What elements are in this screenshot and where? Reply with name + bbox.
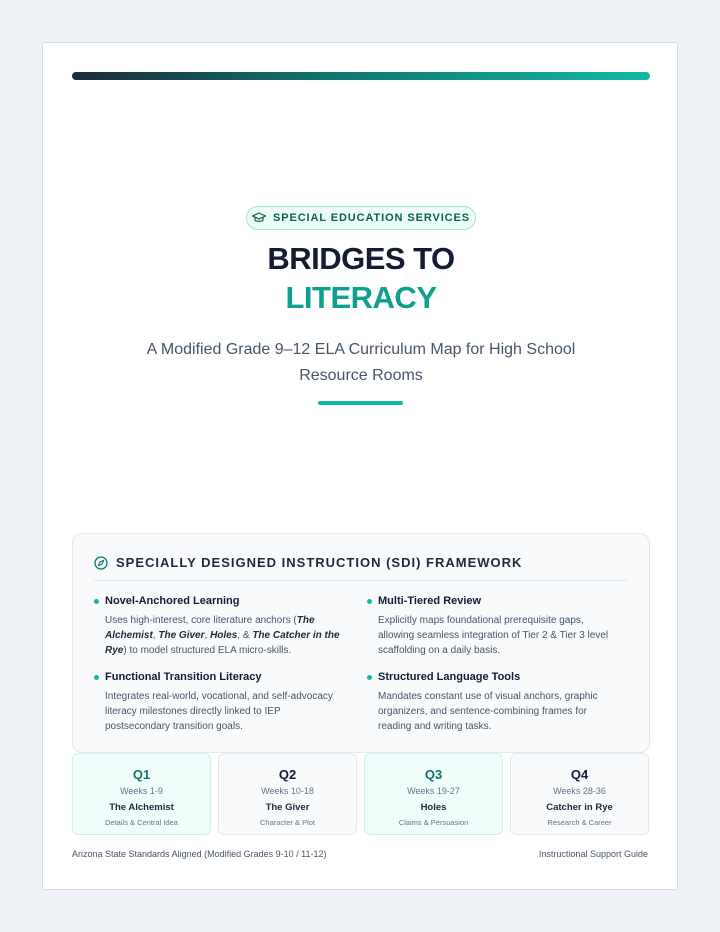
sdi-item-title: Functional Transition Literacy <box>105 671 262 683</box>
sdi-item-body: Mandates constant use of visual anchors, graphic organizers, and sentence-combining frames for reading and writing tasks. <box>378 691 598 732</box>
bullet-dot <box>94 599 99 604</box>
compass-icon <box>94 556 108 570</box>
sdi-item-novel-anchored <box>94 595 344 658</box>
footer-standards-note: Arizona State Standards Aligned (Modified Grades 9-10 / 11-12) <box>72 849 327 859</box>
title-line-1: BRIDGES TO <box>267 241 455 276</box>
quarter-book: The Alchemist <box>109 802 174 813</box>
novel-title: Holes <box>210 630 238 641</box>
quarter-book: Catcher in Rye <box>546 802 613 813</box>
quarter-weeks: Weeks 10-18 <box>261 786 314 796</box>
graduation-cap-icon <box>252 212 266 224</box>
quarter-label: Q2 <box>278 767 297 782</box>
quarter-label: Q3 <box>424 767 443 782</box>
quarter-card-q3 <box>364 753 503 835</box>
sdi-item-title: Structured Language Tools <box>378 671 521 683</box>
quarter-card-q1 <box>72 753 211 835</box>
footer-guide-label: Instructional Support Guide <box>538 849 648 859</box>
bullet-dot <box>367 675 372 680</box>
department-badge <box>246 206 476 230</box>
quarter-weeks: Weeks 19-27 <box>407 786 460 796</box>
sdi-header <box>94 555 522 570</box>
quarter-card-q2 <box>218 753 357 835</box>
quarter-focus: Character & Plot <box>259 818 316 827</box>
sdi-item-body: Explicitly maps foundational prerequisite gaps, allowing seamless integration of Tier 2 & Tier 3 level scaffolding on a daily basis. <box>378 615 609 656</box>
sdi-item-language-tools <box>367 671 617 734</box>
bullet-dot <box>94 675 99 680</box>
sdi-item-transition-literacy <box>94 671 344 734</box>
sdi-heading: SPECIALLY DESIGNED INSTRUCTION (SDI) FRAMEWORK <box>116 555 523 570</box>
quarter-book: Holes <box>420 802 447 813</box>
quarter-focus: Research & Career <box>547 818 612 827</box>
quarter-book: The Giver <box>265 802 310 813</box>
curriculum-cover-page <box>42 42 678 890</box>
quarter-focus: Details & Central Idea <box>105 818 178 827</box>
quarter-weeks: Weeks 1-9 <box>120 786 163 796</box>
quarter-label: Q4 <box>570 767 589 782</box>
quarter-label: Q1 <box>132 767 151 782</box>
quarter-focus: Claims & Persuasion <box>398 818 469 827</box>
sdi-item-title: Multi-Tiered Review <box>378 595 482 607</box>
top-accent-bar <box>72 72 650 80</box>
sdi-framework-panel <box>72 533 650 753</box>
bullet-dot <box>367 599 372 604</box>
subtitle: A Modified Grade 9–12 ELA Curriculum Map for High School Resource Rooms <box>146 341 576 384</box>
sdi-divider <box>94 580 627 581</box>
quarter-weeks: Weeks 28-36 <box>553 786 606 796</box>
sdi-item-title: Novel-Anchored Learning <box>105 595 240 607</box>
title-divider <box>318 401 403 405</box>
novel-title: The Giver <box>158 630 205 641</box>
title-line-2: LITERACY <box>285 280 437 315</box>
sdi-item-body: Integrates real-world, vocational, and self-advocacy literacy milestones directly linked to IEP postsecondary transition goals. <box>105 691 333 732</box>
novel-title: The Alchemist <box>105 615 315 641</box>
badge-label: SPECIAL EDUCATION SERVICES <box>273 212 470 224</box>
novel-title: The Catcher in the Rye <box>105 630 340 656</box>
sdi-item-multi-tiered <box>367 595 617 658</box>
sdi-item-body: Uses high-interest, core literature anchors (The Alchemist, The Giver, Holes, & The Catcher in the Rye) to model structured ELA micro-skills. <box>105 615 340 656</box>
quarter-card-q4 <box>510 753 649 835</box>
